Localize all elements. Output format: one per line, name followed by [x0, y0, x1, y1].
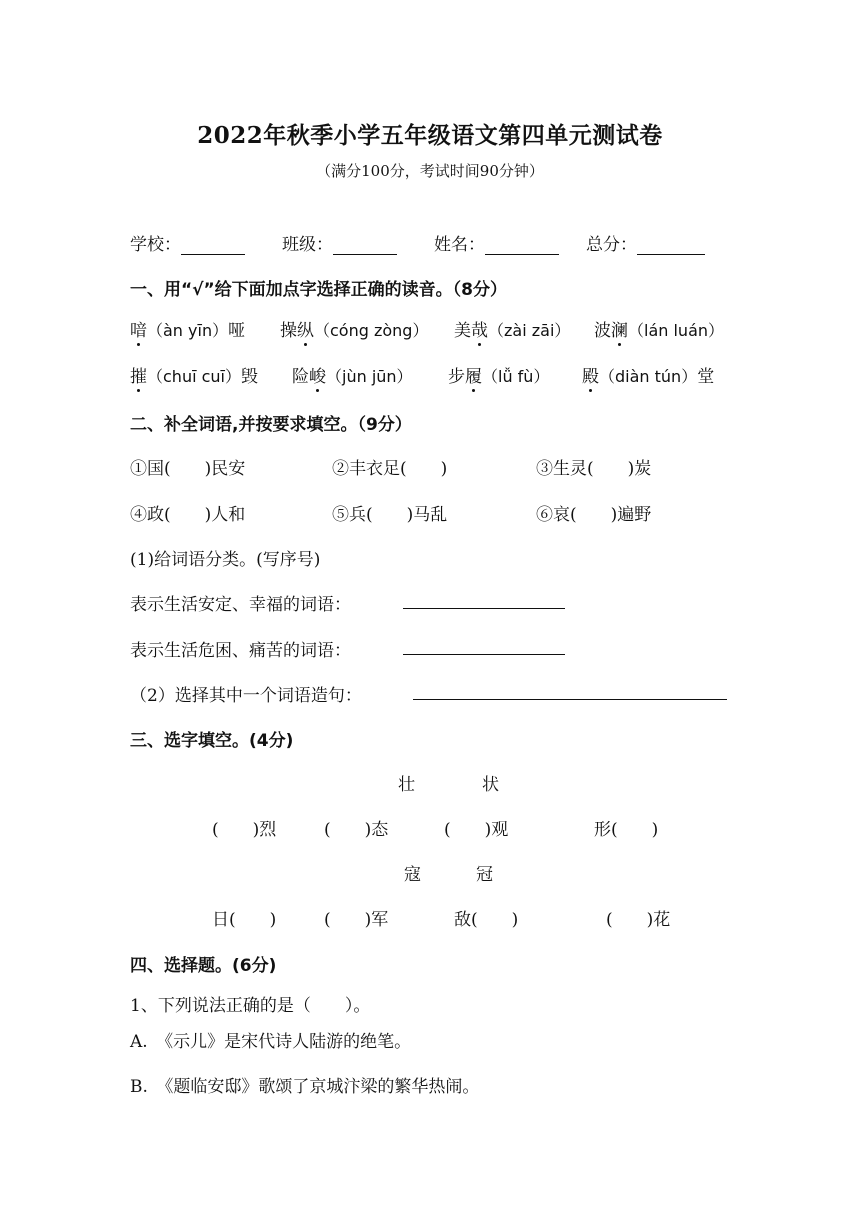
- dotted-char: 履: [465, 362, 482, 387]
- sentence-blank[interactable]: [413, 681, 727, 700]
- total-blank[interactable]: [637, 236, 705, 255]
- idiom-item-4[interactable]: ④政( )人和: [130, 505, 246, 525]
- fill-blank-item[interactable]: 日( ): [212, 910, 277, 930]
- dotted-char: 殿: [582, 362, 599, 387]
- fill-blank-item[interactable]: ( )烈: [212, 820, 277, 840]
- pinyin-item[interactable]: [292, 362, 413, 387]
- hard-words-blank[interactable]: [403, 636, 565, 655]
- school-label: 学校：: [130, 235, 181, 255]
- dotted-char: 喑: [130, 316, 147, 341]
- section-4-heading: 四、选择题。(6分): [130, 956, 277, 976]
- school-field[interactable]: [130, 230, 245, 255]
- pinyin-item[interactable]: [582, 362, 714, 387]
- char-choice: 冠: [476, 865, 493, 885]
- pinyin-options[interactable]: （jùn jūn）: [326, 367, 413, 386]
- pinyin-options[interactable]: （diàn tún）: [599, 367, 698, 386]
- class-blank[interactable]: [333, 236, 397, 255]
- name-field[interactable]: [434, 230, 559, 255]
- class-label: 班级：: [282, 235, 333, 255]
- option-b[interactable]: B. 《题临安邸》歌颂了京城汴梁的繁华热闹。: [130, 1077, 480, 1097]
- page-title: 2022年秋季小学五年级语文第四单元测试卷: [197, 122, 663, 149]
- class-field[interactable]: [282, 230, 397, 255]
- fill-blank-item[interactable]: ( )观: [444, 820, 509, 840]
- page-subtitle: （满分100分，考试时间90分钟）: [316, 162, 544, 180]
- word-rest: 哑: [228, 321, 246, 341]
- dotted-char: 哉: [471, 316, 488, 341]
- dotted-char: 纵: [297, 316, 314, 341]
- char-choice: 状: [482, 775, 499, 795]
- fill-blank-item[interactable]: ( )态: [324, 820, 389, 840]
- happy-words-label: 表示生活安定、幸福的词语：: [130, 595, 351, 615]
- char-choice: 寇: [404, 865, 421, 885]
- pinyin-item[interactable]: [280, 316, 428, 341]
- section-1-heading: 一、用“√”给下面加点字选择正确的读音。（8分）: [130, 280, 508, 300]
- dotted-char: 摧: [130, 362, 147, 387]
- total-label: 总分：: [586, 235, 637, 255]
- word-rest: 堂: [697, 367, 715, 387]
- pinyin-options[interactable]: （cóng zòng）: [314, 321, 429, 340]
- question-classify: (1)给词语分类。(写序号): [130, 550, 321, 570]
- word-rest: 险: [292, 367, 309, 387]
- pinyin-item[interactable]: [594, 316, 724, 341]
- pinyin-options[interactable]: （lán luán）: [628, 321, 725, 340]
- pinyin-options[interactable]: （chuī cuī）: [147, 367, 241, 386]
- pinyin-item[interactable]: [130, 362, 258, 387]
- name-label: 姓名：: [434, 235, 485, 255]
- sentence-label: （2）选择其中一个词语造句：: [130, 686, 362, 706]
- char-choice: 壮: [398, 775, 415, 795]
- idiom-item-6[interactable]: ⑥哀( )遍野: [536, 505, 652, 525]
- fill-blank-item[interactable]: ( )花: [606, 910, 671, 930]
- happy-words-blank[interactable]: [403, 590, 565, 609]
- fill-blank-item[interactable]: 敌( ): [454, 910, 519, 930]
- word-rest: 美: [454, 321, 471, 341]
- pinyin-options[interactable]: （àn yīn）: [147, 321, 229, 340]
- fill-blank-item[interactable]: 形( ): [594, 820, 659, 840]
- fill-blank-item[interactable]: ( )军: [324, 910, 389, 930]
- idiom-item-2[interactable]: ②丰衣足( ): [332, 459, 448, 479]
- option-a[interactable]: A. 《示儿》是宋代诗人陆游的绝笔。: [130, 1032, 412, 1052]
- hard-words-label: 表示生活危困、痛苦的词语：: [130, 641, 351, 661]
- word-rest: 波: [594, 321, 611, 341]
- pinyin-item[interactable]: [448, 362, 549, 387]
- dotted-char: 峻: [309, 362, 326, 387]
- pinyin-options[interactable]: （zài zāi）: [488, 321, 571, 340]
- idiom-item-5[interactable]: ⑤兵( )马乱: [332, 505, 448, 525]
- idiom-item-3[interactable]: ③生灵( )炭: [536, 459, 652, 479]
- pinyin-options[interactable]: （lǚ fù）: [482, 367, 550, 386]
- total-field[interactable]: [586, 230, 705, 255]
- name-blank[interactable]: [485, 236, 559, 255]
- pinyin-item[interactable]: [454, 316, 570, 341]
- word-rest: 操: [280, 321, 297, 341]
- pinyin-item[interactable]: [130, 316, 245, 341]
- section-2-heading: 二、补全词语,并按要求填空。（9分）: [130, 415, 412, 435]
- idiom-item-1[interactable]: ①国( )民安: [130, 459, 246, 479]
- word-rest: 步: [448, 367, 465, 387]
- dotted-char: 澜: [611, 316, 628, 341]
- word-rest: 毁: [241, 367, 258, 387]
- section-3-heading: 三、选字填空。(4分): [130, 731, 294, 751]
- school-blank[interactable]: [181, 236, 245, 255]
- question-1: 1、下列说法正确的是（ ）。: [130, 996, 371, 1016]
